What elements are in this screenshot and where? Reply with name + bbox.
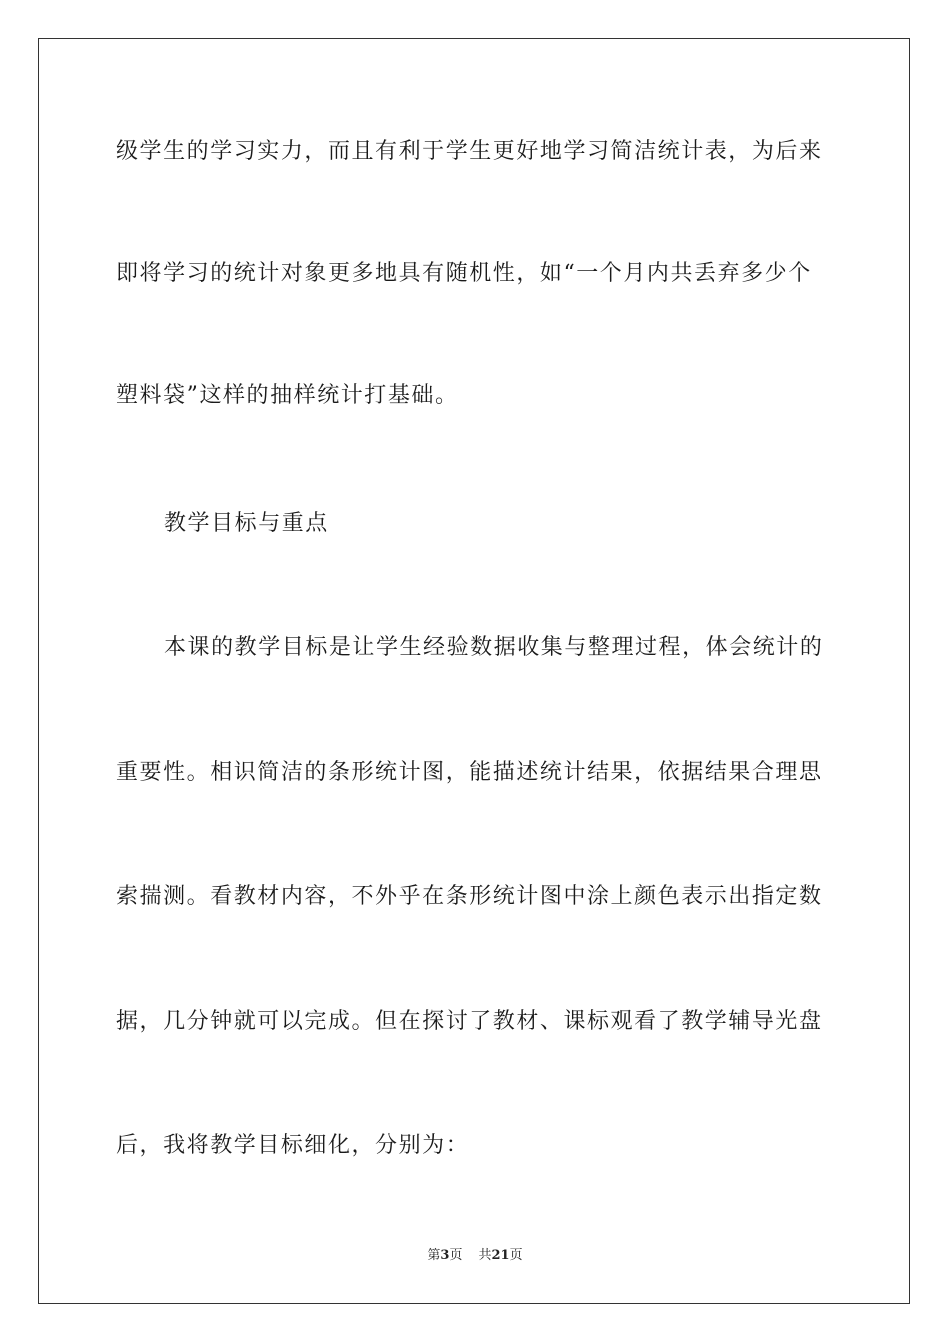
page-prefix: 第 [427,1248,441,1263]
body-line-2: 即将学习的统计对象更多地具有随机性，如“一个月内共丢弃多少个 [116,261,812,286]
body-line-1: 级学生的学习实力，而且有利于学生更好地学习简洁统计表，为后来 [116,139,823,164]
body-line-3: 塑料袋”这样的抽样统计打基础。 [116,383,459,408]
page-suffix: 页 [449,1248,463,1263]
total-prefix: 共 [478,1248,492,1263]
page-border [38,38,910,1304]
page-footer [0,1247,950,1265]
body-line-5: 本课的教学目标是让学生经验数据收集与整理过程，体会统计的 [164,635,824,660]
page-number: 3 [440,1248,450,1263]
total-pages: 21 [491,1248,510,1263]
section-heading: 教学目标与重点 [164,511,329,536]
body-line-8: 据，几分钟就可以完成。但在探讨了教材、课标观看了教学辅导光盘 [116,1009,823,1034]
body-line-6: 重要性。相识简洁的条形统计图，能描述统计结果，依据结果合理思 [116,760,823,785]
total-suffix: 页 [509,1248,523,1263]
body-line-9: 后，我将教学目标细化，分别为： [116,1133,470,1158]
body-line-7: 索揣测。看教材内容，不外乎在条形统计图中涂上颜色表示出指定数 [116,884,823,909]
